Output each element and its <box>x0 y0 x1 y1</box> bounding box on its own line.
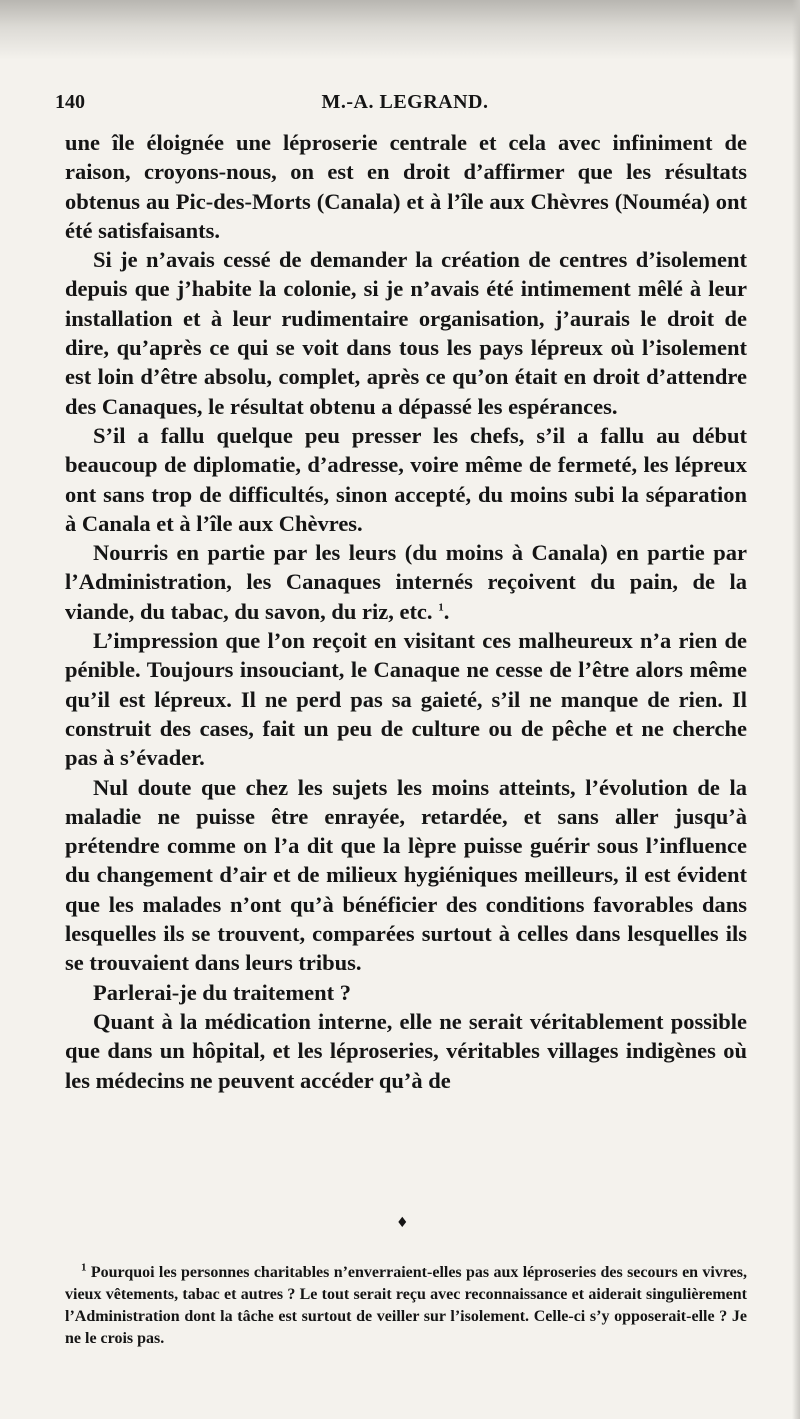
footnote <box>65 1262 747 1350</box>
body-text <box>65 128 747 1095</box>
paragraph: une île éloignée une léproserie centrale et cela avec infiniment de raison, croyons-nous, on est en droit d’affirmer que les résultats obtenus au Pic-des-Morts (Canala) et à l’île aux Chèvres (Nouméa) ont été satisfaisants. <box>65 130 747 243</box>
ornament-mark: ♦ <box>396 1215 409 1231</box>
paragraph: L’impression que l’on reçoit en visitant ces malheureux n’a rien de pénible. Toujours insouciant, le Canaque ne cesse de l’être alors même qu’il est lépreux. Il ne perd pas sa gaieté, s’il ne manque de rien. Il construit des cases, fait un peu de culture ou de pêche et ne cherche pas à s’évader. <box>65 628 747 771</box>
footnote-reference: 1 <box>438 601 444 614</box>
paragraph: Parlerai-je du traitement ? <box>93 979 352 1005</box>
footnotes <box>65 1262 747 1350</box>
page-number: 140 <box>55 91 85 113</box>
footnote-text: Pourquoi les personnes charitables n’enverraient-elles pas aux léproseries des secours en vivres, vieux vêtements, tabac et autres ? Le tout serait reçu avec reconnaissance et aiderait singulièrement l’Administration dont la tâche est surtout de veiller sur l’isolement. Celle-ci s’y opposerait-elle ? Je ne le crois pas. <box>65 1264 748 1347</box>
page-header <box>55 91 755 121</box>
paragraph-text: Nourris en partie par les leurs (du moins à Canala) en partie par l’Administration, les Canaques internés reçoivent du pain, de la viande, du tabac, du savon, du riz, etc. <box>65 540 747 624</box>
paragraph: Si je n’avais cessé de demander la création de centres d’isolement depuis que j’habite la colonie, si je n’avais été intimement mêlé à leur installation et à leur rudimentaire organisation, j’aurais le droit de dire, qu’après ce qui se voit dans tous les pays lépreux où l’isolement est loin d’être absolu, complet, après ce qu’on était en droit d’attendre des Canaques, le résultat obtenu a dépassé les espérances. <box>65 247 747 419</box>
scan-top-shadow <box>0 0 800 60</box>
paragraph: S’il a fallu quelque peu presser les chefs, s’il a fallu au début beaucoup de diplomatie, d’adresse, voire même de fermeté, les lépreux ont sans trop de difficultés, sinon accepté, du moins subi la séparation à Canala et à l’île aux Chèvres. <box>65 422 747 536</box>
footnote-marker: 1 <box>81 1261 87 1274</box>
paragraph-with-footnote: Nourris en partie par les leurs (du moins à Canala) en partie par l’Administration, les Canaques internés reçoivent du pain, de la viande, du tabac, du savon, du riz, etc. $^1$. <box>65 540 747 624</box>
paragraph: Quant à la médication interne, elle ne serait véritablement possible que dans un hôpital, et les léproseries, véritables villages indigènes où les médecins ne peuvent accéder qu’à de <box>65 1008 747 1093</box>
paragraph: Nul doute que chez les sujets les moins atteints, l’évolution de la maladie ne puisse être enrayée, retardée, et sans aller jusqu’à prétendre comme on l’a dit que la lèpre puisse guérir sous l’influence du changement d’air et de milieux hygiéniques meilleurs, il est évident que les malades n’ont qu’à bénéficier des conditions favorables dans lesquelles ils se trouvent, comparées surtout à celles dans lesquelles ils se trouvaient dans leurs tribus. <box>65 774 747 976</box>
scan-right-edge <box>792 0 800 1419</box>
running-head: M.-A. LEGRAND. <box>321 91 489 113</box>
